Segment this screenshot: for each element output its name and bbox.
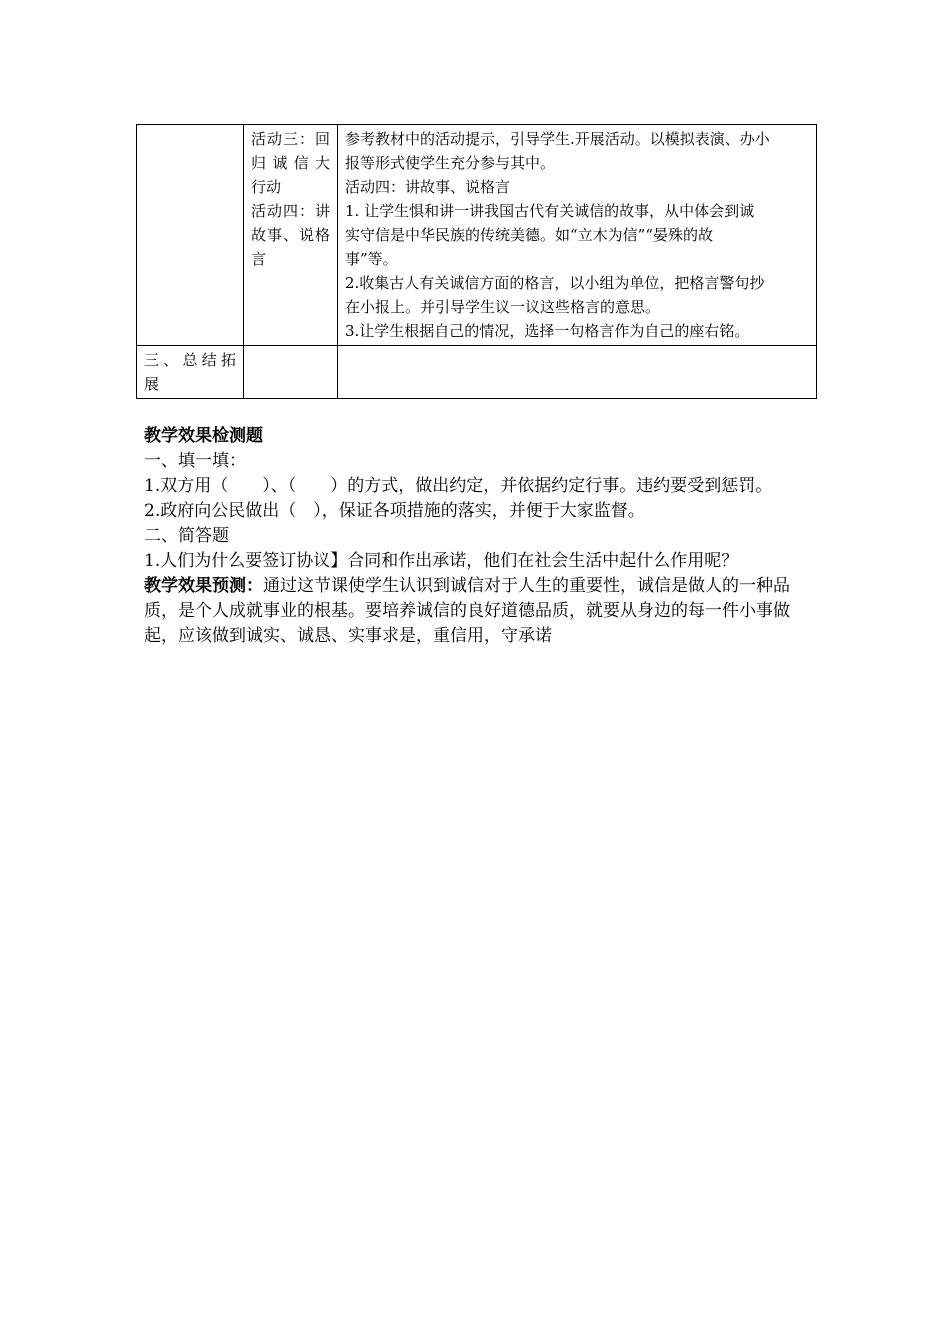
content-line: 活动四：讲故事、说格言	[345, 178, 511, 196]
stage-cell	[137, 125, 244, 346]
table-row	[137, 125, 817, 346]
section-heading: 一、填一填：	[144, 451, 246, 471]
activity-line: 故事、说格	[251, 226, 330, 244]
activity-line: 行动	[251, 178, 282, 196]
content-line: 事”等。	[345, 250, 398, 268]
content-line: 2.收集古人有关诚信方面的格言，以小组为单位，把格言警句抄	[345, 274, 765, 292]
question-1: 1.双方用（ ）、（ ）的方式，做出约定，并依据约定行事。违约要受到惩罚。	[144, 476, 773, 496]
question-3: 1.人们为什么要签订协议】合同和作出承诺，他们在社会生活中起什么作用呢？	[144, 551, 739, 571]
activity-line: 归诚信大	[251, 154, 330, 172]
forecast-text: 通过这节课使学生认识到诚信对于人生的重要性，诚信是做人的一种品质，是个人成就事业的根基。要培养诚信的良好道德品质，就要从身边的每一件小事做起，应该做到诚实、诚恳、实事求是，重信用，守承诺	[144, 576, 790, 646]
quiz-section	[144, 424, 812, 649]
stage-cell	[137, 346, 244, 399]
activity-line: 活动四：讲	[251, 202, 330, 220]
forecast-label: 教学效果预测：	[144, 576, 263, 596]
forecast-paragraph	[144, 574, 812, 649]
activity-line: 言	[251, 250, 267, 268]
content-line: 1. 让学生惧和讲一讲我国古代有关诚信的故事，从中体会到诚	[345, 202, 755, 220]
content-line: 实守信是中华民族的传统美德。如“立木为信”“晏殊的故	[345, 226, 714, 244]
stage-line: 三、总结拓	[144, 351, 236, 369]
table-row	[137, 346, 817, 399]
quiz-title: 教学效果检测题	[144, 426, 263, 446]
activity-cell	[244, 346, 338, 399]
activity-line: 活动三：回	[251, 130, 330, 148]
content-line: 报等形式使学生充分参与其中。	[345, 154, 556, 172]
lesson-plan-table	[136, 124, 817, 399]
content-cell	[338, 346, 817, 399]
content-cell	[338, 125, 817, 346]
stage-line: 展	[144, 375, 160, 393]
activity-cell	[244, 125, 338, 346]
question-2: 2.政府向公民做出（ ），保证各项措施的落实，并便于大家监督。	[144, 501, 645, 521]
content-line: 在小报上。并引导学生议一议这些格言的意思。	[345, 298, 661, 316]
section-heading: 二、简答题	[144, 526, 229, 546]
content-line: 3.让学生根据自己的情况，选择一句格言作为自己的座右铭。	[345, 322, 750, 340]
content-line: 参考教材中的活动提示，引导学生.开展活动。以模拟表演、办小	[345, 130, 770, 148]
